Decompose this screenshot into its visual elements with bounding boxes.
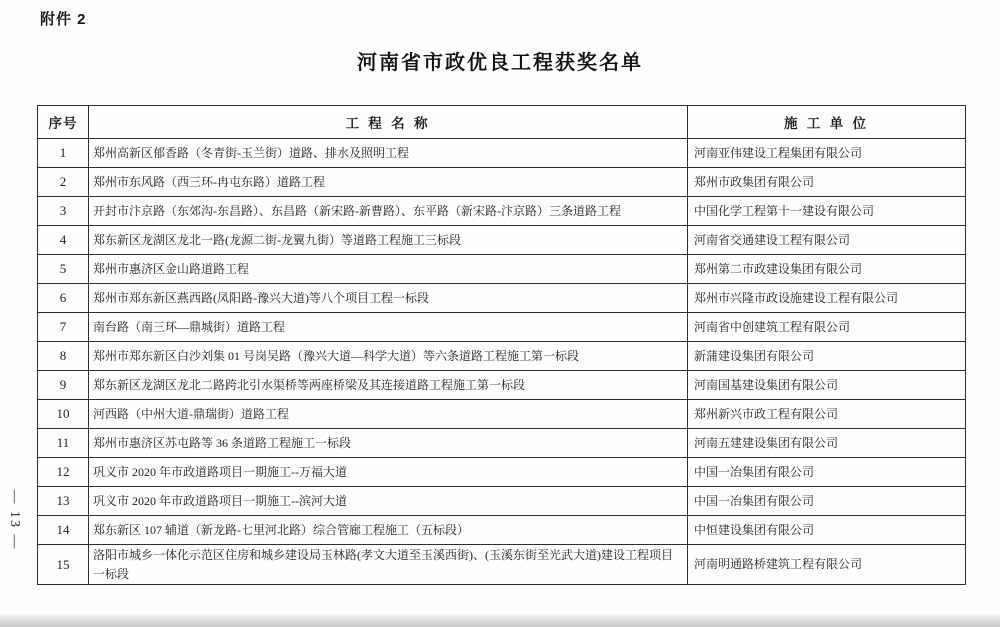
contractor-name: 郑州第二市政建设集团有限公司 — [688, 255, 966, 284]
row-index: 7 — [38, 313, 89, 342]
row-index: 2 — [38, 168, 89, 197]
column-header-project-name: 工 程 名 称 — [89, 106, 688, 139]
project-name: 郑东新区龙湖区龙北一路(龙源二街-龙翼九街）等道路工程施工三标段 — [89, 226, 688, 255]
row-index: 12 — [38, 458, 89, 487]
contractor-name: 河南国基建设集团有限公司 — [688, 371, 966, 400]
table-header-row — [38, 106, 966, 139]
scan-edge-shadow — [0, 614, 1000, 627]
row-index: 4 — [38, 226, 89, 255]
contractor-name: 中国一冶集团有限公司 — [688, 487, 966, 516]
contractor-name: 河南亚伟建设工程集团有限公司 — [688, 139, 966, 168]
table-row — [38, 313, 966, 342]
row-index: 1 — [38, 139, 89, 168]
table-row — [38, 371, 966, 400]
row-index: 10 — [38, 400, 89, 429]
table-row — [38, 487, 966, 516]
row-index: 3 — [38, 197, 89, 226]
table-row — [38, 458, 966, 487]
contractor-name: 河南省交通建设工程有限公司 — [688, 226, 966, 255]
contractor-name: 新蒲建设集团有限公司 — [688, 342, 966, 371]
row-index: 15 — [38, 545, 89, 585]
project-name: 郑州市郑东新区白沙刘集 01 号岗吴路（豫兴大道—科学大道）等六条道路工程施工第一标段 — [89, 342, 688, 371]
project-name: 开封市汴京路（东郊沟-东昌路）、东昌路（新宋路-新曹路）、东平路（新宋路-汴京路）三条道路工程 — [89, 197, 688, 226]
project-name: 郑州市郑东新区燕西路(凤阳路-豫兴大道)等八个项目工程一标段 — [89, 284, 688, 313]
project-name: 巩义市 2020 年市政道路项目一期施工--万福大道 — [89, 458, 688, 487]
contractor-name: 郑州市兴隆市政设施建设工程有限公司 — [688, 284, 966, 313]
attachment-label: 附件 2 — [40, 11, 87, 28]
project-name: 郑东新区龙湖区龙北二路跨北引水渠桥等两座桥梁及其连接道路工程施工第一标段 — [89, 371, 688, 400]
contractor-name: 中国一冶集团有限公司 — [688, 458, 966, 487]
project-name: 巩义市 2020 年市政道路项目一期施工--滨河大道 — [89, 487, 688, 516]
project-name: 郑州市东风路（西三环-冉屯东路）道路工程 — [89, 168, 688, 197]
row-index: 14 — [38, 516, 89, 545]
table-row — [38, 255, 966, 284]
table-row — [38, 197, 966, 226]
table-row — [38, 545, 966, 585]
row-index: 9 — [38, 371, 89, 400]
project-name: 洛阳市城乡一体化示范区住房和城乡建设局玉林路(孝文大道至玉溪西街)、(玉溪东街至光武大道)建设工程项目一标段 — [89, 545, 688, 585]
table-row — [38, 168, 966, 197]
project-name: 郑州高新区郁香路（冬青街-玉兰街）道路、排水及照明工程 — [89, 139, 688, 168]
table-row — [38, 226, 966, 255]
table-body — [38, 139, 966, 585]
row-index: 11 — [38, 429, 89, 458]
page-title: 河南省市政优良工程获奖名单 — [357, 52, 643, 74]
page-number: — 13 — — [7, 489, 22, 551]
project-name: 郑州市惠济区金山路道路工程 — [89, 255, 688, 284]
project-name: 郑州市惠济区苏屯路等 36 条道路工程施工一标段 — [89, 429, 688, 458]
contractor-name: 郑州新兴市政工程有限公司 — [688, 400, 966, 429]
contractor-name: 郑州市政集团有限公司 — [688, 168, 966, 197]
contractor-name: 河南明通路桥建筑工程有限公司 — [688, 545, 966, 585]
contractor-name: 河南五建建设集团有限公司 — [688, 429, 966, 458]
table-row — [38, 342, 966, 371]
row-index: 6 — [38, 284, 89, 313]
row-index: 13 — [38, 487, 89, 516]
contractor-name: 中国化学工程第十一建设有限公司 — [688, 197, 966, 226]
table-row — [38, 139, 966, 168]
project-name: 河西路（中州大道-鼎瑞街）道路工程 — [89, 400, 688, 429]
row-index: 8 — [38, 342, 89, 371]
contractor-name: 河南省中创建筑工程有限公司 — [688, 313, 966, 342]
project-name: 郑东新区 107 辅道（新龙路-七里河北路）综合管廊工程施工（五标段） — [89, 516, 688, 545]
project-name: 南台路（南三环—鼎城街）道路工程 — [89, 313, 688, 342]
row-index: 5 — [38, 255, 89, 284]
column-header-index: 序号 — [38, 106, 89, 139]
table-row — [38, 429, 966, 458]
table-row — [38, 284, 966, 313]
table-row — [38, 400, 966, 429]
table-row — [38, 516, 966, 545]
column-header-contractor: 施 工 单 位 — [688, 106, 966, 139]
contractor-name: 中恒建设集团有限公司 — [688, 516, 966, 545]
awards-table — [37, 105, 966, 585]
